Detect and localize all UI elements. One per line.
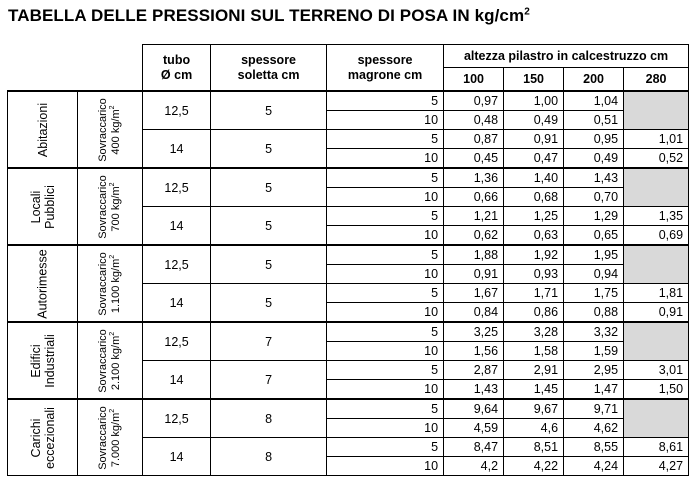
load-label-line: Sovraccarico bbox=[97, 97, 110, 162]
pressure-value-cell: 2,87 bbox=[444, 361, 504, 380]
pressure-value-cell: 4,62 bbox=[564, 419, 624, 438]
pressure-value-cell: 0,70 bbox=[564, 188, 624, 207]
pressure-value-cell: 0,66 bbox=[444, 188, 504, 207]
soletta-cell: 7 bbox=[211, 361, 327, 400]
pressure-value-cell: 1,35 bbox=[624, 207, 689, 226]
pressure-value-cell: 1,29 bbox=[564, 207, 624, 226]
pressure-value-cell: 0,48 bbox=[444, 111, 504, 130]
load-label bbox=[97, 175, 123, 239]
pressure-value-cell: 8,47 bbox=[444, 438, 504, 457]
header-soletta bbox=[211, 45, 327, 92]
pressure-value-cell: 4,59 bbox=[444, 419, 504, 438]
pressure-value-cell: 1,43 bbox=[444, 380, 504, 400]
load-cell bbox=[78, 168, 143, 245]
header-magrone bbox=[327, 45, 444, 92]
load-label-line: 7.000 kg/m bbox=[110, 412, 123, 467]
category-cell bbox=[8, 245, 78, 322]
category-cell bbox=[8, 91, 78, 168]
pressure-value-cell: 0,91 bbox=[624, 303, 689, 323]
magrone-cell: 5 bbox=[327, 361, 444, 380]
empty-cell bbox=[624, 399, 689, 438]
pressure-value-cell: 4,6 bbox=[504, 419, 564, 438]
magrone-cell: 10 bbox=[327, 188, 444, 207]
load-label-line: Sovraccarico bbox=[97, 251, 110, 316]
load-label bbox=[97, 406, 123, 470]
table-row bbox=[8, 168, 689, 188]
load-label bbox=[97, 252, 123, 316]
pressure-value-cell: 2,95 bbox=[564, 361, 624, 380]
pressure-value-cell: 0,52 bbox=[624, 149, 689, 169]
load-cell bbox=[78, 91, 143, 168]
pressure-value-cell: 8,51 bbox=[504, 438, 564, 457]
pressure-value-cell: 0,93 bbox=[504, 265, 564, 284]
pressure-value-cell: 1,71 bbox=[504, 284, 564, 303]
magrone-cell: 5 bbox=[327, 322, 444, 342]
soletta-cell: 7 bbox=[211, 322, 327, 361]
pressure-table bbox=[7, 44, 689, 476]
pressure-value-cell: 8,55 bbox=[564, 438, 624, 457]
tubo-cell: 14 bbox=[143, 438, 211, 476]
header-row-1 bbox=[8, 45, 689, 68]
load-unit-superscript: 2 bbox=[109, 104, 117, 109]
pressure-value-cell: 0,49 bbox=[504, 111, 564, 130]
magrone-cell: 5 bbox=[327, 130, 444, 149]
tubo-cell: 12,5 bbox=[143, 399, 211, 438]
table-row bbox=[8, 322, 689, 342]
pressure-value-cell: 1,59 bbox=[564, 342, 624, 361]
pressure-value-cell: 1,92 bbox=[504, 245, 564, 265]
pressure-value-cell: 1,04 bbox=[564, 91, 624, 111]
magrone-cell: 10 bbox=[327, 419, 444, 438]
soletta-cell: 8 bbox=[211, 399, 327, 438]
magrone-cell: 5 bbox=[327, 284, 444, 303]
magrone-cell: 10 bbox=[327, 380, 444, 400]
magrone-cell: 10 bbox=[327, 342, 444, 361]
pressure-value-cell: 8,61 bbox=[624, 438, 689, 457]
category-label bbox=[36, 102, 50, 156]
title-superscript: 2 bbox=[524, 6, 530, 18]
magrone-cell: 5 bbox=[327, 91, 444, 111]
load-label-line: Sovraccarico bbox=[97, 405, 110, 470]
header-magrone-line2: magrone cm bbox=[347, 67, 423, 82]
soletta-cell: 5 bbox=[211, 245, 327, 284]
magrone-cell: 10 bbox=[327, 149, 444, 169]
pressure-value-cell: 1,00 bbox=[504, 91, 564, 111]
magrone-cell: 10 bbox=[327, 457, 444, 476]
page-title bbox=[8, 6, 530, 26]
pressure-value-cell: 0,51 bbox=[564, 111, 624, 130]
category-cell bbox=[8, 322, 78, 399]
pressure-value-cell: 1,95 bbox=[564, 245, 624, 265]
pressure-value-cell: 1,25 bbox=[504, 207, 564, 226]
pressure-value-cell: 3,25 bbox=[444, 322, 504, 342]
pressure-value-cell: 0,91 bbox=[504, 130, 564, 149]
magrone-cell: 5 bbox=[327, 438, 444, 457]
header-altezza: altezza pilastro in calcestruzzo cm bbox=[444, 45, 689, 68]
pressure-value-cell: 4,27 bbox=[624, 457, 689, 476]
pressure-value-cell: 4,24 bbox=[564, 457, 624, 476]
header-height-100: 100 bbox=[444, 68, 504, 92]
header-soletta-line2: soletta cm bbox=[237, 67, 300, 82]
load-label-line: Sovraccarico bbox=[97, 328, 110, 393]
pressure-value-cell: 0,62 bbox=[444, 226, 504, 246]
category-label-line: Edifici bbox=[28, 343, 43, 378]
pressure-value-cell: 3,32 bbox=[564, 322, 624, 342]
category-label bbox=[29, 185, 57, 229]
load-cell bbox=[78, 245, 143, 322]
tubo-cell: 12,5 bbox=[143, 245, 211, 284]
pressure-value-cell: 1,21 bbox=[444, 207, 504, 226]
pressure-value-cell: 9,71 bbox=[564, 399, 624, 419]
pressure-value-cell: 1,43 bbox=[564, 168, 624, 188]
magrone-cell: 10 bbox=[327, 303, 444, 323]
category-label bbox=[29, 407, 57, 469]
pressure-value-cell: 0,86 bbox=[504, 303, 564, 323]
pressure-value-cell: 2,91 bbox=[504, 361, 564, 380]
pressure-value-cell: 0,63 bbox=[504, 226, 564, 246]
soletta-cell: 5 bbox=[211, 91, 327, 130]
pressure-value-cell: 1,45 bbox=[504, 380, 564, 400]
load-unit-superscript: 2 bbox=[109, 408, 117, 413]
header-tubo bbox=[143, 45, 211, 92]
magrone-cell: 5 bbox=[327, 245, 444, 265]
pressure-value-cell: 0,65 bbox=[564, 226, 624, 246]
load-label-line: 700 kg/m bbox=[110, 185, 123, 232]
load-cell bbox=[78, 399, 143, 476]
empty-cell bbox=[624, 322, 689, 361]
pressure-value-cell: 3,01 bbox=[624, 361, 689, 380]
pressure-value-cell: 1,47 bbox=[564, 380, 624, 400]
pressure-value-cell: 0,91 bbox=[444, 265, 504, 284]
table-row bbox=[8, 91, 689, 111]
category-cell bbox=[8, 168, 78, 245]
pressure-value-cell: 0,47 bbox=[504, 149, 564, 169]
pressure-value-cell: 1,01 bbox=[624, 130, 689, 149]
load-unit-superscript: 2 bbox=[109, 331, 117, 336]
header-magrone-line1: spessore bbox=[357, 52, 413, 67]
pressure-value-cell: 0,94 bbox=[564, 265, 624, 284]
category-label-line: Industriali bbox=[42, 333, 57, 388]
pressure-value-cell: 1,88 bbox=[444, 245, 504, 265]
tubo-cell: 14 bbox=[143, 284, 211, 323]
soletta-cell: 5 bbox=[211, 130, 327, 169]
pressure-value-cell: 0,84 bbox=[444, 303, 504, 323]
tubo-cell: 12,5 bbox=[143, 91, 211, 130]
soletta-cell: 5 bbox=[211, 168, 327, 207]
load-unit-superscript: 2 bbox=[109, 181, 117, 186]
pressure-value-cell: 0,69 bbox=[624, 226, 689, 246]
pressure-value-cell: 4,2 bbox=[444, 457, 504, 476]
pressure-value-cell: 4,22 bbox=[504, 457, 564, 476]
pressure-value-cell: 0,49 bbox=[564, 149, 624, 169]
pressure-value-cell: 0,97 bbox=[444, 91, 504, 111]
load-label-line: 2.100 kg/m bbox=[110, 335, 123, 390]
header-blank bbox=[8, 45, 143, 68]
tubo-cell: 14 bbox=[143, 361, 211, 400]
magrone-cell: 10 bbox=[327, 265, 444, 284]
pressure-value-cell: 1,56 bbox=[444, 342, 504, 361]
header-height-280: 280 bbox=[624, 68, 689, 92]
load-label-line: 1.100 kg/m bbox=[110, 258, 123, 313]
category-label-line: Pubblici bbox=[42, 184, 57, 229]
empty-cell bbox=[624, 168, 689, 207]
empty-cell bbox=[624, 91, 689, 130]
category-label-line: eccezionali bbox=[42, 406, 57, 469]
header-height-150: 150 bbox=[504, 68, 564, 92]
tubo-cell: 14 bbox=[143, 130, 211, 169]
pressure-value-cell: 1,67 bbox=[444, 284, 504, 303]
empty-cell bbox=[624, 245, 689, 284]
pressure-value-cell: 0,88 bbox=[564, 303, 624, 323]
magrone-cell: 5 bbox=[327, 168, 444, 188]
tubo-cell: 12,5 bbox=[143, 322, 211, 361]
load-label-line: 400 kg/m bbox=[110, 108, 123, 155]
magrone-cell: 5 bbox=[327, 207, 444, 226]
magrone-cell: 10 bbox=[327, 111, 444, 130]
load-label bbox=[97, 98, 123, 162]
header-soletta-line1: spessore bbox=[241, 52, 297, 67]
magrone-cell: 5 bbox=[327, 399, 444, 419]
pressure-value-cell: 0,87 bbox=[444, 130, 504, 149]
pressure-value-cell: 9,64 bbox=[444, 399, 504, 419]
magrone-cell: 10 bbox=[327, 226, 444, 246]
table-row bbox=[8, 245, 689, 265]
header-tubo-line1: tubo bbox=[163, 52, 191, 67]
soletta-cell: 5 bbox=[211, 284, 327, 323]
pressure-value-cell: 1,58 bbox=[504, 342, 564, 361]
category-label bbox=[36, 249, 50, 318]
pressure-value-cell: 1,36 bbox=[444, 168, 504, 188]
category-label-line: Locali bbox=[28, 190, 43, 223]
category-label-line: Carichi bbox=[28, 418, 43, 457]
tubo-cell: 12,5 bbox=[143, 168, 211, 207]
pressure-value-cell: 9,67 bbox=[504, 399, 564, 419]
category-label-line: Abitazioni bbox=[35, 102, 50, 157]
load-cell bbox=[78, 322, 143, 399]
pressure-value-cell: 1,50 bbox=[624, 380, 689, 400]
pressure-value-cell: 0,95 bbox=[564, 130, 624, 149]
pressure-value-cell: 0,68 bbox=[504, 188, 564, 207]
category-label-line: Autorimesse bbox=[35, 248, 50, 319]
pressure-value-cell: 1,81 bbox=[624, 284, 689, 303]
load-label bbox=[97, 329, 123, 393]
header-blank-2 bbox=[8, 68, 143, 92]
pressure-value-cell: 1,75 bbox=[564, 284, 624, 303]
header-height-200: 200 bbox=[564, 68, 624, 92]
soletta-cell: 5 bbox=[211, 207, 327, 246]
category-cell bbox=[8, 399, 78, 476]
title-text: TABELLA DELLE PRESSIONI SUL TERRENO DI POSA IN kg/cm bbox=[8, 6, 525, 25]
pressure-value-cell: 3,28 bbox=[504, 322, 564, 342]
pressure-value-cell: 0,45 bbox=[444, 149, 504, 169]
pressure-value-cell: 1,40 bbox=[504, 168, 564, 188]
load-label-line: Sovraccarico bbox=[97, 174, 110, 239]
soletta-cell: 8 bbox=[211, 438, 327, 476]
table-row bbox=[8, 399, 689, 419]
header-tubo-line2: Ø cm bbox=[160, 67, 193, 82]
load-unit-superscript: 2 bbox=[109, 254, 117, 259]
category-label bbox=[29, 334, 57, 388]
tubo-cell: 14 bbox=[143, 207, 211, 246]
